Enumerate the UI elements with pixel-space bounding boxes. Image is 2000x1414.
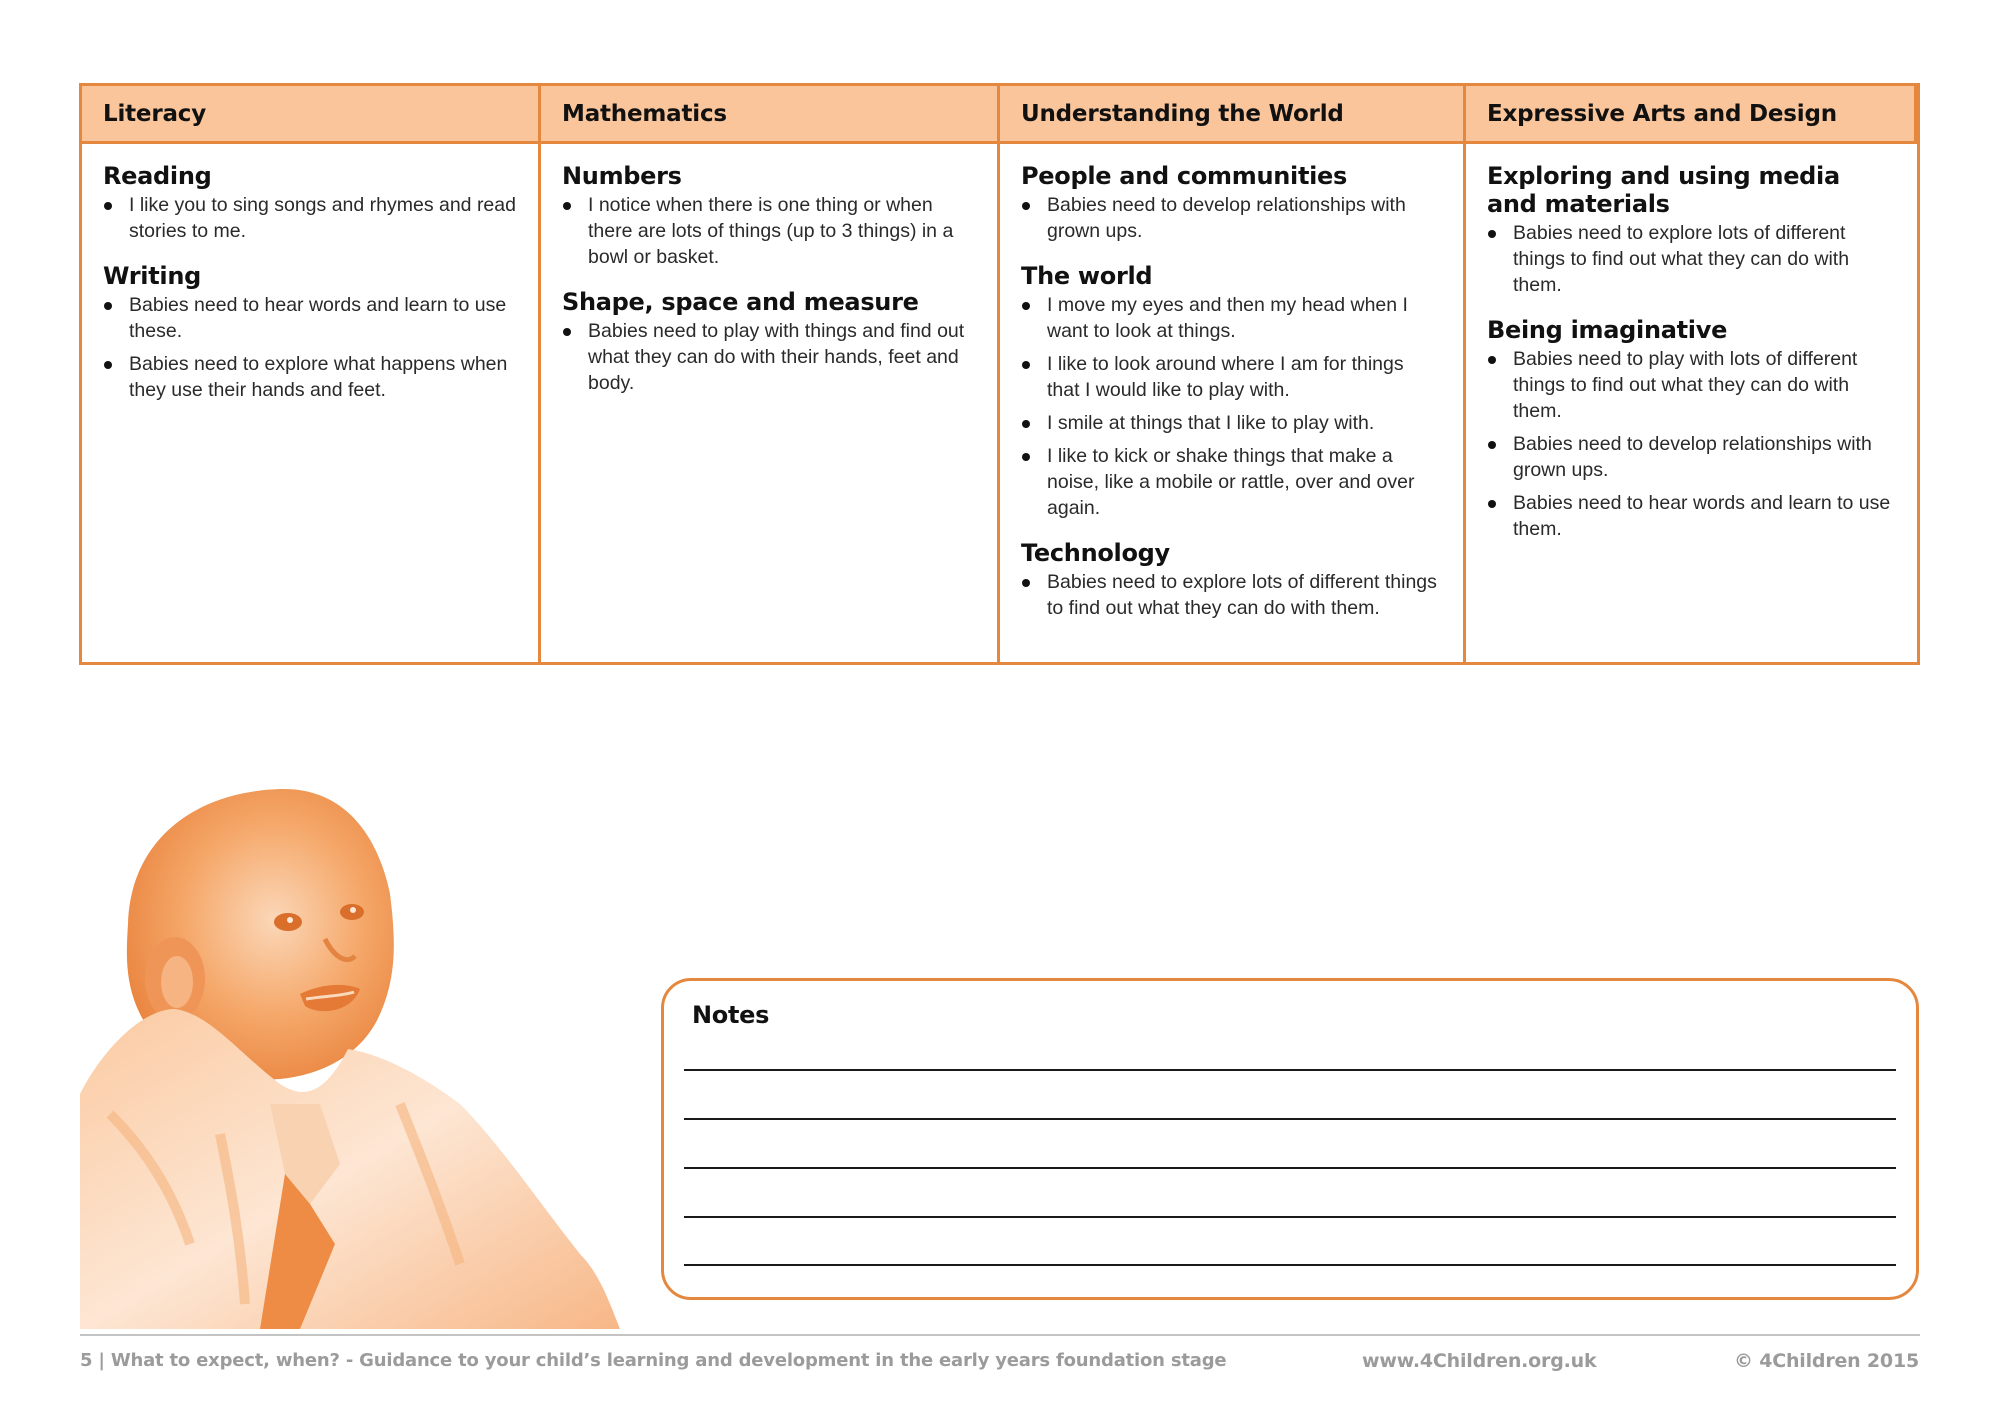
section-exploring-media	[1487, 162, 1895, 298]
bullet-text: Babies need to explore lots of different things to find out what they can do with them.	[1513, 222, 1850, 296]
section-numbers	[562, 162, 975, 270]
section-title: Writing	[103, 262, 201, 290]
bullet-list	[1021, 192, 1441, 244]
column-header-mathematics: Mathematics	[541, 86, 1000, 144]
cell-mathematics	[541, 144, 1000, 662]
list-item	[103, 292, 516, 344]
section-being-imaginative	[1487, 316, 1895, 542]
bullet-icon	[1022, 361, 1030, 369]
section-title: Reading	[103, 162, 212, 190]
bullet-text: I like to kick or shake things that make a noise, like a mobile or rattle, over and over again.	[1047, 445, 1415, 519]
bullet-text: I like you to sing songs and rhymes and read stories to me.	[129, 194, 516, 242]
list-item	[1021, 351, 1441, 403]
bullet-text: Babies need to hear words and learn to use them.	[1513, 492, 1891, 540]
bullet-icon	[1488, 441, 1496, 449]
section-title: People and communities	[1021, 162, 1348, 190]
column-header-literacy: Literacy	[82, 86, 541, 144]
notes-box[interactable]	[661, 978, 1919, 1300]
bullet-text: Babies need to develop relationships with grown ups.	[1513, 433, 1872, 481]
bullet-icon	[1022, 202, 1030, 210]
list-item	[1487, 346, 1895, 424]
bullet-text: I smile at things that I like to play with.	[1047, 412, 1375, 434]
list-item	[1021, 410, 1441, 436]
baby-photo	[80, 784, 628, 1329]
bullet-list	[1487, 346, 1895, 542]
section-technology	[1021, 539, 1441, 621]
column-header-understanding-the-world: Understanding the World	[1000, 86, 1466, 144]
list-item	[1021, 569, 1441, 621]
bullet-icon	[104, 302, 112, 310]
learning-areas-table	[79, 83, 1920, 665]
baby-blanket	[80, 1009, 620, 1329]
bullet-text: Babies need to play with lots of different things to find out what they can do with them.	[1513, 348, 1858, 422]
bullet-text: Babies need to play with things and find out what they can do with their hands, feet and body.	[588, 320, 965, 394]
footer-copyright: © 4Children 2015	[1733, 1350, 1919, 1372]
list-item	[1021, 443, 1441, 521]
bullet-icon	[1022, 453, 1030, 461]
section-title: The world	[1021, 262, 1153, 290]
bullet-icon	[1022, 420, 1030, 428]
notes-write-line[interactable]	[684, 1216, 1896, 1218]
bullet-list	[562, 192, 975, 270]
bullet-text: Babies need to explore lots of different things to find out what they can do with them.	[1047, 571, 1437, 619]
list-item	[1021, 292, 1441, 344]
section-writing	[103, 262, 516, 403]
column-header-expressive-arts: Expressive Arts and Design	[1466, 86, 1917, 144]
list-item	[1021, 192, 1441, 244]
notes-write-line[interactable]	[684, 1264, 1896, 1266]
bullet-icon	[104, 202, 112, 210]
list-item	[103, 192, 516, 244]
section-title: Shape, space and measure	[562, 288, 919, 316]
bullet-text: Babies need to explore what happens when they use their hands and feet.	[129, 353, 508, 401]
section-the-world	[1021, 262, 1441, 521]
bullet-icon	[1488, 500, 1496, 508]
list-item	[1487, 220, 1895, 298]
bullet-text: Babies need to develop relationships with grown ups.	[1047, 194, 1406, 242]
bullet-text: I move my eyes and then my head when I want to look at things.	[1047, 294, 1408, 342]
section-title: Technology	[1021, 539, 1170, 567]
bullet-list	[103, 192, 516, 244]
notes-write-line[interactable]	[684, 1118, 1896, 1120]
notes-title: Notes	[692, 1001, 770, 1029]
section-people-communities	[1021, 162, 1441, 244]
section-title: Exploring and using media and materials	[1487, 162, 1840, 218]
bullet-icon	[563, 328, 571, 336]
bullet-icon	[104, 361, 112, 369]
cell-literacy	[82, 144, 541, 662]
section-shape-space-measure	[562, 288, 975, 396]
footer-page-title: 5 | What to expect, when? - Guidance to your child’s learning and development in the early years foundation stage	[80, 1350, 1227, 1371]
footer-divider	[80, 1334, 1920, 1336]
cell-understanding-the-world	[1000, 144, 1466, 662]
bullet-icon	[1488, 230, 1496, 238]
bullet-icon	[1022, 302, 1030, 310]
bullet-icon	[1022, 579, 1030, 587]
list-item	[1487, 490, 1895, 542]
section-title: Being imaginative	[1487, 316, 1728, 344]
list-item	[103, 351, 516, 403]
notes-write-line[interactable]	[684, 1069, 1896, 1071]
bullet-list	[1487, 220, 1895, 298]
section-title: Numbers	[562, 162, 682, 190]
bullet-text: I like to look around where I am for things that I would like to play with.	[1047, 353, 1404, 401]
section-reading	[103, 162, 516, 244]
list-item	[562, 192, 975, 270]
bullet-icon	[1488, 356, 1496, 364]
footer-url[interactable]: www.4Children.org.uk	[1362, 1350, 1597, 1372]
bullet-list	[562, 318, 975, 396]
bullet-list	[1021, 569, 1441, 621]
bullet-text: Babies need to hear words and learn to use these.	[129, 294, 507, 342]
notes-write-line[interactable]	[684, 1167, 1896, 1169]
list-item	[1487, 431, 1895, 483]
bullet-list	[1021, 292, 1441, 521]
bullet-icon	[563, 202, 571, 210]
cell-expressive-arts	[1466, 144, 1917, 662]
bullet-list	[103, 292, 516, 403]
list-item	[562, 318, 975, 396]
bullet-text: I notice when there is one thing or when there are lots of things (up to 3 things) in a bowl or basket.	[588, 194, 954, 268]
